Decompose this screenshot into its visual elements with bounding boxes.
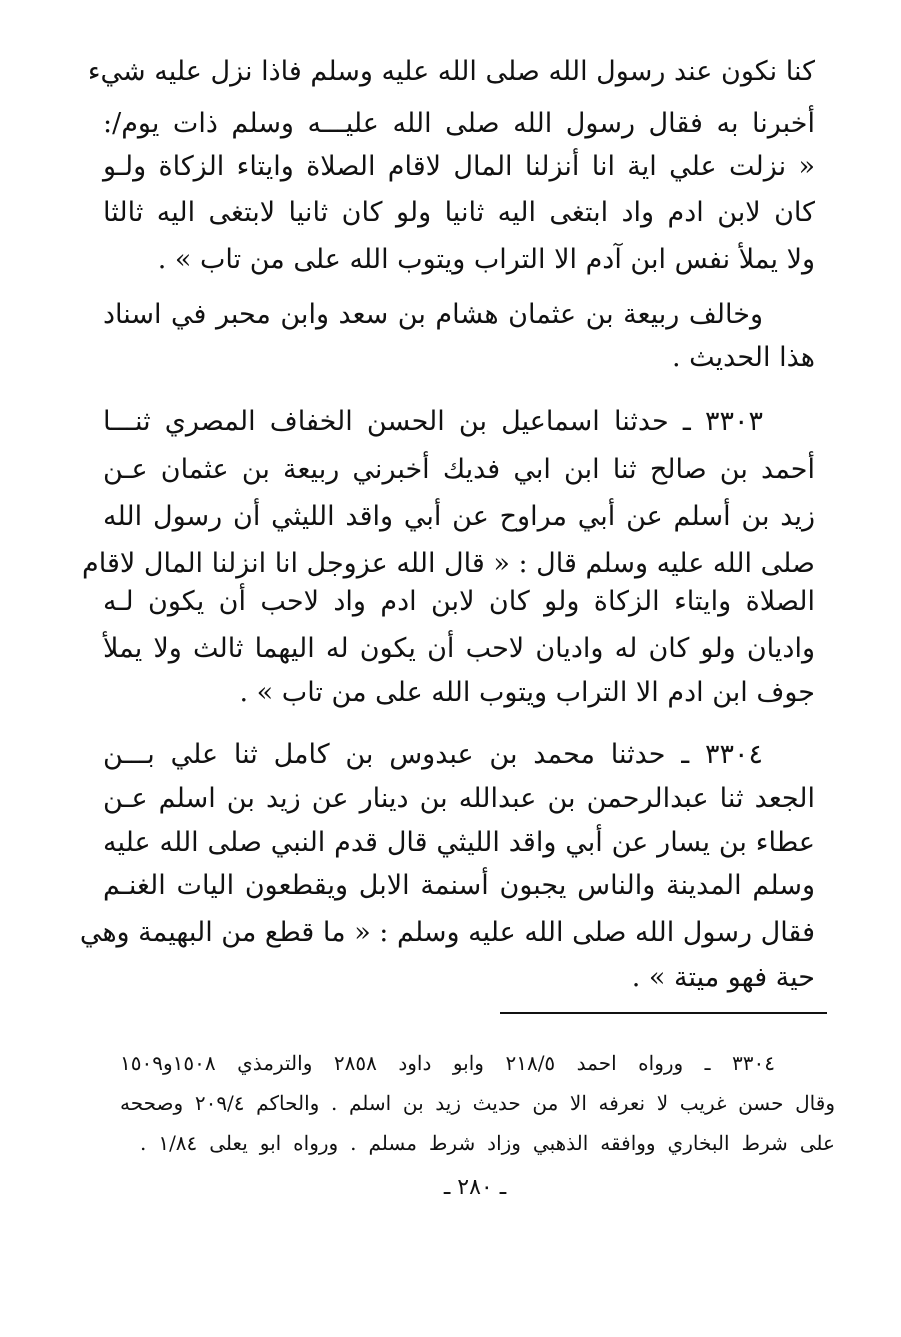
text-line: الجعد ثنا عبدالرحمن بن عبدالله بن دينار عن زيد بن اسلم عـن bbox=[103, 783, 816, 814]
footnote-line: على شرط البخاري ووافقه الذهبي وزاد شرط مسلم . ورواه ابو يعلى ١/٨٤ . bbox=[140, 1131, 835, 1155]
text-line: وخالف ربيعة بن عثمان هشام بن سعد وابن محبر في اسناد bbox=[103, 299, 763, 330]
text-line: كان لابن ادم واد ابتغى اليه ثانيا ولو كان ثانيا لابتغى اليه ثالثا bbox=[103, 197, 815, 228]
hadith-heading-line: ٣٣٠٤ ـ حدثنا محمد بن عبدوس بن كامل ثنا علي بـــن bbox=[103, 739, 763, 770]
text-line: الصلاة وايتاء الزكاة ولو كان لابن ادم واد لاحب أن يكون لـه bbox=[103, 586, 815, 617]
text-line: صلى الله عليه وسلم قال : « قال الله عزوجل انا انزلنا المال لاقام bbox=[82, 548, 815, 579]
text-line: جوف ابن ادم الا التراب ويتوب الله على من تاب » . bbox=[239, 677, 815, 708]
text-line: هذا الحديث . bbox=[671, 342, 815, 373]
text-line: أخبرنا به فقال رسول الله صلى الله عليـــه وسلم ذات يوم/: bbox=[103, 108, 815, 139]
footnote-line: ٣٣٠٤ ـ ورواه احمد ٢١٨/٥ وابو داود ٢٨٥٨ والترمذي ١٥٠٨و١٥٠٩ bbox=[120, 1051, 775, 1075]
footnote-line: وقال حسن غريب لا نعرفه الا من حديث زيد بن اسلم . والحاكم ٢٠٩/٤ وصححه bbox=[120, 1091, 835, 1115]
text-line: أحمد بن صالح ثنا ابن ابي فديك أخبرني ربيعة بن عثمان عـن bbox=[103, 454, 815, 485]
footnote-separator bbox=[500, 1012, 827, 1014]
text-line: « نزلت علي اية انا أنزلنا المال لاقام الصلاة وايتاء الزكاة ولـو bbox=[103, 151, 815, 182]
text-line: واديان ولو كان له واديان لاحب أن يكون له اليهما ثالث ولا يملأ bbox=[103, 633, 815, 664]
text-line: حية فهو ميتة » . bbox=[631, 962, 815, 993]
text-line: ولا يملأ نفس ابن آدم الا التراب ويتوب الله على من تاب » . bbox=[157, 244, 815, 275]
hadith-heading-line: ٣٣٠٣ ـ حدثنا اسماعيل بن الحسن الخفاف المصري ثنـــا bbox=[103, 406, 763, 437]
text-line: عطاء بن يسار عن أبي واقد الليثي قال قدم النبي صلى الله عليه bbox=[103, 827, 815, 858]
text-line: فقال رسول الله صلى الله عليه وسلم : « ما قطع من البهيمة وهي bbox=[79, 917, 815, 948]
text-line: وسلم المدينة والناس يجبون أسنمة الابل ويقطعون اليات الغنـم bbox=[103, 870, 815, 901]
text-line: زيد بن أسلم عن أبي مراوح عن أبي واقد الليثي أن رسول الله bbox=[103, 501, 815, 532]
page-number: ـ ٢٨٠ ـ bbox=[443, 1175, 507, 1200]
text-line: كنا نكون عند رسول الله صلى الله عليه وسلم فاذا نزل عليه شيء bbox=[87, 56, 815, 87]
